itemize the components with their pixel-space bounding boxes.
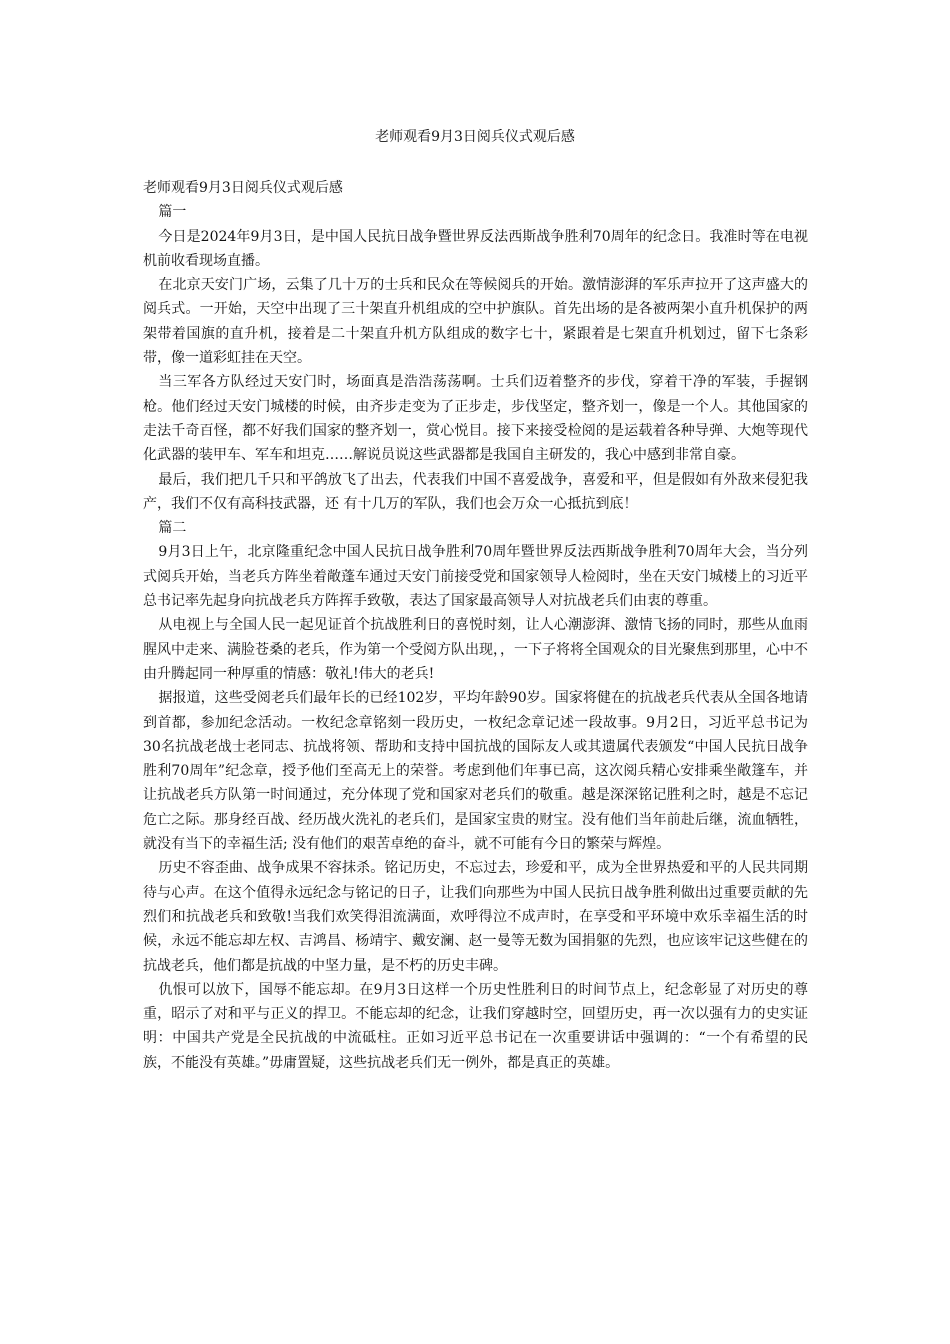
document-title: 老师观看9月3日阅兵仪式观后感 [375,129,575,145]
section-two-paragraph: 从电视上与全国人民一起见证首个抗战胜利日的喜悦时刻，让人心潮澎湃、激情飞扬的同时，那些从血雨腥风中走来、满脸苍桑的老兵，作为第一个受阅方队出现，，一下子将将全国观众的目光聚焦到那里，心中不由升腾起同一种厚重的情感：敬礼!伟大的老兵! [143,617,808,682]
section-one-paragraph: 最后，我们把几千只和平鸽放飞了出去，代表我们中国不喜爱战争，喜爱和平，但是假如有外敌来侵犯我产，我们不仅有高科技武器，还 有十几万的军队，我们也会万众一心抵抗到底！ [143,471,808,512]
section-two-paragraph: 仇恨可以放下，国辱不能忘却。在9月3日这样一个历史性胜利日的时间节点上，纪念彰显了对历史的尊重，昭示了对和平与正义的捍卫。不能忘却的纪念，让我们穿越时空，回望历史，再一次以强有力的史实证明：中国共产党是全民抗战的中流砥柱。正如习近平总书记在一次重要讲话中强调的：“一个有希望的民族，不能没有英雄。”毋庸置疑，这些抗战老兵们无一例外，都是真正的英雄。 [143,981,808,1071]
section-one-paragraph: 在北京天安门广场，云集了几十万的士兵和民众在等候阅兵的开始。激情澎湃的军乐声拉开了这声盛大的阅兵式。一开始，天空中出现了三十架直升机组成的空中护旗队。首先出场的是各被两架小直升机保护的两架带着国旗的直升机，接着是二十架直升机方队组成的数字七十，紧跟着是七架直升机划过，留下七条彩带，像一道彩虹挂在天空。 [143,277,808,367]
section-label-one: 篇一 [158,204,187,221]
section-one-paragraph: 当三军各方队经过天安门时，场面真是浩浩荡荡啊。士兵们迈着整齐的步伐，穿着干净的军装，手握钢枪。他们经过天安门城楼的时候，由齐步走变为了正步走，步伐坚定，整齐划一，像是一个人。其他国家的走法千奇百怪，都不好我们国家的整齐划一，赏心悦目。接下来接受检阅的是运载着各种导弹、大炮等现代化武器的装甲车、军车和坦克……解说员说这些武器都是我国自主研发的，我心中感到非常自豪。 [143,374,808,464]
section-two-paragraph: 据报道，这些受阅老兵们最年长的已经102岁，平均年龄90岁。国家将健在的抗战老兵代表从全国各地请到首都，参加纪念活动。一枚纪念章铭刻一段历史，一枚纪念章记述一段故事。9月2日，习近平总书记为30名抗战老战士老同志、抗战将领、帮助和支持中国抗战的国际友人或其遗属代表颁发“中国人民抗日战争胜利70周年”纪念章，授予他们至高无上的荣誉。考虑到他们年事已高，这次阅兵精心安排乘坐敞篷车，并让抗战老兵方队第一时间通过，充分体现了党和国家对老兵们的敬重。越是深深铭记胜利之时，越是不忘记危亡之际。那身经百战、经历战火洗礼的老兵们，是国家宝贵的财宝。没有他们当年前赴后继，流血牺牲，就没有当下的幸福生活; 没有他们的艰苦卓绝的奋斗，就不可能有今日的繁荣与辉煌。 [143,690,808,853]
document-body [143,176,808,1075]
document-subtitle: 老师观看9月3日阅兵仪式观后感 [143,180,343,196]
section-two-paragraph: 9月3日上午，北京隆重纪念中国人民抗日战争胜利70周年暨世界反法西斯战争胜利70周年大会，当分列式阅兵开始，当老兵方阵坐着敞蓬车通过天安门前接受党和国家领导人检阅时，坐在天安门城楼上的习近平总书记率先起身向抗战老兵方阵挥手致敬，表达了国家最高领导人对抗战老兵们由衷的尊重。 [143,544,808,610]
section-label-two: 篇二 [158,520,187,537]
section-one-paragraph: 今日是2024年9月3日，是中国人民抗日战争暨世界反法西斯战争胜利70周年的纪念日。我准时等在电视机前收看现场直播。 [143,228,808,269]
section-two-paragraph: 历史不容歪曲、战争成果不容抹杀。铭记历史，不忘过去，珍爱和平，成为全世界热爱和平的人民共同期待与心声。在这个值得永远纪念与铭记的日子，让我们向那些为中国人民抗日战争胜利做出过重要贡献的先烈们和抗战老兵和致敬!当我们欢笑得泪流满面，欢呼得泣不成声时，在享受和平环境中欢乐幸福生活的时候，永远不能忘却左权、吉鸿昌、杨靖宇、戴安澜、赵一曼等无数为国捐躯的先烈，也应该牢记这些健在的抗战老兵，他们都是抗战的中坚力量，是不朽的历史丰碑。 [143,860,808,974]
